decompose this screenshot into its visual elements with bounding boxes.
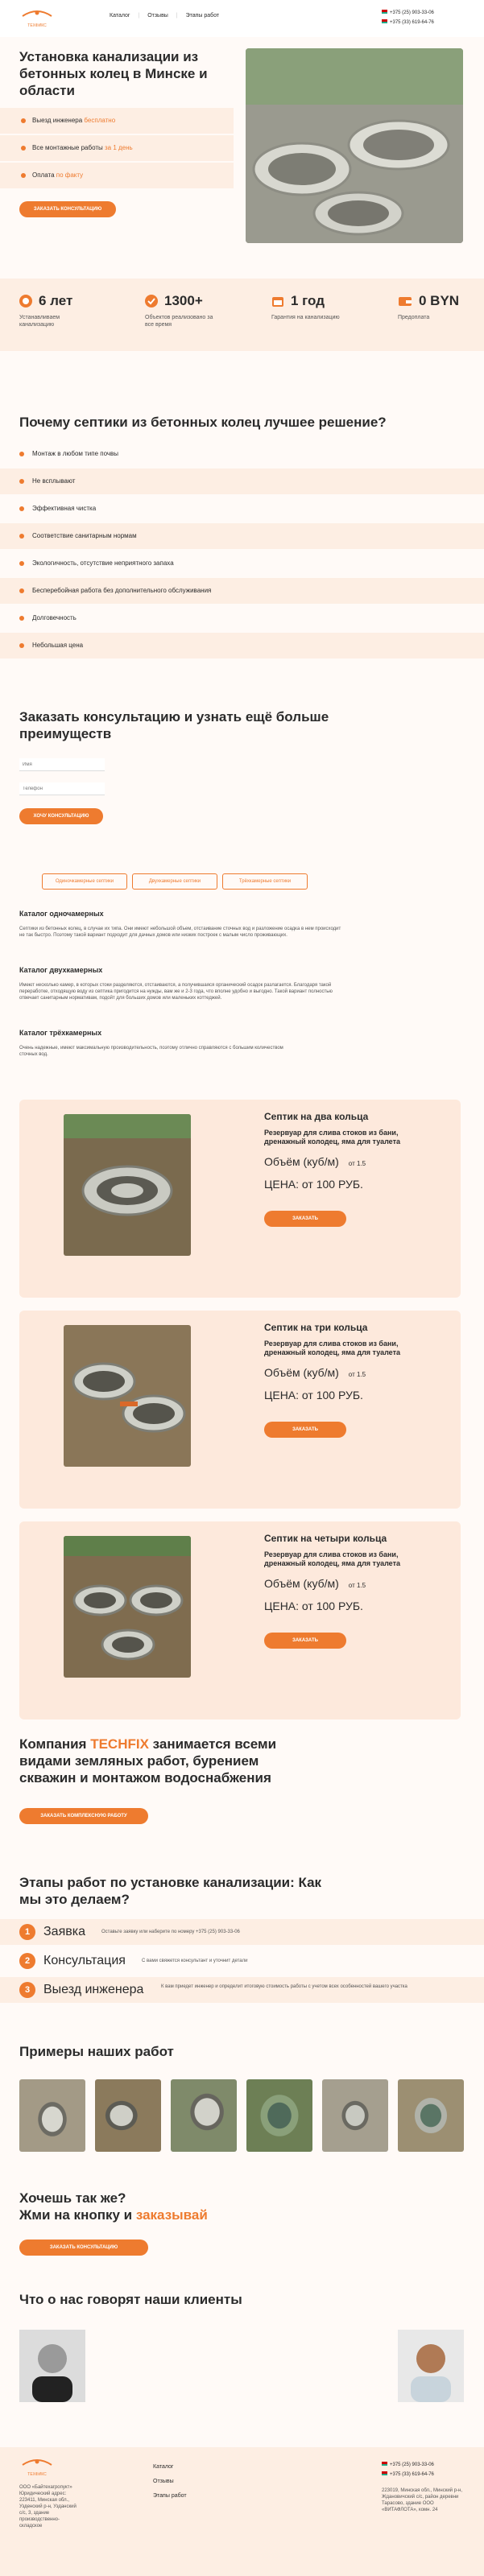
why-item: Соответствие санитарным нормам bbox=[0, 523, 484, 549]
company-cta-button[interactable]: ЗАКАЗАТЬ КОМПЛЕКСНУЮ РАБОТУ bbox=[19, 1808, 148, 1824]
product-photo bbox=[64, 1114, 191, 1256]
example-photo[interactable] bbox=[398, 2079, 464, 2152]
hero-benefit: Все монтажные работы за 1 день bbox=[0, 135, 234, 161]
bullet-icon bbox=[19, 452, 24, 456]
bullet-icon bbox=[19, 534, 24, 539]
why-item: Бесперебойная работа без дополнительного обслуживания bbox=[0, 578, 484, 604]
concrete-rings-image bbox=[246, 48, 463, 243]
product-volume: Объём (куб/м) от 1.5 bbox=[264, 1366, 366, 1379]
company-heading: Компания TECHFIX занимается всеми видами земляных работ, бурением скважин и монтажом водоснабжения bbox=[19, 1736, 277, 1785]
stat-value: 1 год bbox=[291, 293, 325, 308]
nav-link-stages[interactable]: Этапы работ bbox=[185, 13, 220, 19]
example-photo[interactable] bbox=[246, 2079, 312, 2152]
footer-phones bbox=[382, 2460, 434, 2479]
bullet-icon bbox=[19, 479, 24, 484]
name-input[interactable] bbox=[19, 758, 105, 771]
stage-number: 1 bbox=[19, 1924, 35, 1940]
why-item: Эффективная чистка bbox=[0, 496, 484, 522]
product-card bbox=[19, 1311, 461, 1509]
stage-text: К вам приедет инженер и определит итоговую стоимость работы с учетом всех особенностей вашего участка bbox=[161, 1984, 407, 1989]
stat-item bbox=[398, 293, 470, 321]
header-nav: Каталог | Отзывы | Этапы работ bbox=[110, 13, 220, 19]
check-icon bbox=[145, 295, 158, 308]
bullet-icon bbox=[19, 561, 24, 566]
example-photo[interactable] bbox=[322, 2079, 388, 2152]
catalog-heading: Каталог двухкамерных bbox=[19, 966, 103, 974]
product-description: Резервуар для слива стоков из бани, дренажный колодец, яма для туалета bbox=[264, 1550, 400, 1567]
product-card bbox=[19, 1100, 461, 1298]
reviews-title: Что о нас говорят наши клиенты bbox=[19, 2292, 242, 2307]
stage-item bbox=[0, 1948, 484, 1974]
tab-three-chamber[interactable]: Трёхкамерные септики bbox=[222, 873, 308, 890]
consult-title: Заказать консультацию и узнать ещё больше преимуществ bbox=[19, 709, 329, 741]
hero-cta-button[interactable]: ЗАКАЗАТЬ КОНСУЛЬТАЦИЮ bbox=[19, 201, 116, 217]
hero-benefit: Оплата по факту bbox=[0, 163, 234, 188]
flag-icon bbox=[382, 2471, 387, 2475]
stage-item bbox=[0, 1977, 484, 2003]
catalog-text: Септики из бетонных колец, в случае их типа. Они имеют небольшой объем, отстаивание сточных вод и разложение осадка в нем происходит не так быстро. Поэтому такой вариант подходит для дачных домов или низких построек с малым число проживающих. bbox=[19, 927, 341, 938]
stat-value: 6 лет bbox=[39, 293, 73, 308]
product-volume: Объём (куб/м) от 1.5 bbox=[264, 1155, 366, 1168]
tab-single-chamber[interactable]: Одиночкамерные септики bbox=[42, 873, 127, 890]
phone-input[interactable] bbox=[19, 782, 105, 795]
product-photo bbox=[64, 1536, 191, 1678]
example-photo[interactable] bbox=[171, 2079, 237, 2152]
stat-label: Предоплата bbox=[398, 315, 430, 320]
why-item: Не всплывают bbox=[0, 469, 484, 494]
hero-title: Установка канализации из бетонных колец в Минске и области bbox=[19, 49, 208, 98]
hero-photo bbox=[246, 48, 463, 243]
product-description: Резервуар для слива стоков из бани, дренажный колодец, яма для туалета bbox=[264, 1129, 400, 1146]
stage-name: Заявка bbox=[43, 1925, 85, 1938]
logo-text: ТЕХФИКС bbox=[27, 2472, 47, 2477]
product-title: Септик на два кольца bbox=[264, 1111, 369, 1122]
bullet-icon bbox=[19, 506, 24, 511]
calendar-icon bbox=[271, 295, 284, 308]
footer-address: 223019, Минская обл., Минский р-н, Ждановичский с/с, район деревни Тарасово, здание ООО «ВИТАФЛОТА», комн. 24 bbox=[382, 2488, 463, 2512]
header-phones bbox=[382, 8, 434, 27]
product-volume: Объём (куб/м) от 1.5 bbox=[264, 1577, 366, 1590]
bullet-icon bbox=[19, 643, 24, 648]
logo-mark-icon bbox=[19, 8, 55, 19]
footer-link-catalog[interactable]: Каталог bbox=[153, 2464, 174, 2470]
stat-value: 0 BYN bbox=[419, 293, 460, 308]
stat-item bbox=[145, 293, 234, 328]
stages-title: Этапы работ по установке канализации: Как мы это делаем? bbox=[19, 1875, 322, 1907]
example-photo[interactable] bbox=[95, 2079, 161, 2152]
flag-icon bbox=[382, 10, 387, 14]
stage-item bbox=[0, 1919, 484, 1945]
bullet-icon bbox=[21, 118, 26, 123]
medal-icon bbox=[19, 295, 32, 308]
wallet-icon bbox=[398, 295, 412, 308]
flag-icon bbox=[382, 2462, 387, 2466]
stage-text: Оставьте заявку или наберите по номеру +375 (25) 903-33-06 bbox=[101, 1930, 240, 1934]
logo[interactable] bbox=[19, 8, 55, 26]
product-description: Резервуар для слива стоков из бани, дренажный колодец, яма для туалета bbox=[264, 1340, 400, 1356]
product-price: ЦЕНА: от 100 РУБ. bbox=[264, 1389, 363, 1402]
reviewer-photo[interactable] bbox=[398, 2330, 464, 2402]
why-title: Почему септики из бетонных колец лучшее решение? bbox=[19, 415, 387, 430]
reviewer-photo[interactable] bbox=[19, 2330, 85, 2402]
why-item: Экологичность, отсутствие неприятного запаха bbox=[0, 551, 484, 576]
tab-two-chamber[interactable]: Двухкамерные септики bbox=[132, 873, 217, 890]
footer-logo[interactable] bbox=[19, 2457, 55, 2477]
flag-icon bbox=[382, 19, 387, 23]
catalog-heading: Каталог одночамерных bbox=[19, 910, 104, 918]
stat-label: Устанавливаем канализацию bbox=[19, 315, 60, 328]
stat-value: 1300+ bbox=[164, 293, 203, 308]
footer-phone-1[interactable]: +375 (25) 903-33-06 bbox=[390, 2462, 434, 2467]
footer-phone-2[interactable]: +375 (33) 619-64-76 bbox=[390, 2472, 434, 2477]
stage-text: С вами свяжется консультант и уточнит детали bbox=[142, 1959, 248, 1963]
footer-company: ООО «Байтехагропукт» Юридический адрес: 223411, Минская обл., Узденский р-н, Узданский с/с, 3, здание производственно-складское bbox=[19, 2485, 77, 2529]
cta2-heading: Хочешь так же? Жми на кнопку и заказывай bbox=[19, 2190, 208, 2223]
bullet-icon bbox=[19, 616, 24, 621]
hero-benefit: Выезд инженера бесплатно bbox=[0, 108, 234, 134]
examples-title: Примеры наших работ bbox=[19, 2044, 174, 2059]
footer-nav bbox=[153, 2460, 187, 2504]
order-button[interactable]: ЗАКАЗАТЬ bbox=[264, 1633, 346, 1649]
logo-mark-icon bbox=[19, 2457, 55, 2468]
footer-link-stages[interactable]: Этапы работ bbox=[153, 2493, 187, 2499]
stat-label: Объектов реализовано за все время bbox=[145, 315, 213, 328]
header-phone-2[interactable]: +375 (33) 619-64-76 bbox=[390, 20, 434, 25]
order-button[interactable]: ЗАКАЗАТЬ bbox=[264, 1422, 346, 1438]
order-button[interactable]: ЗАКАЗАТЬ bbox=[264, 1211, 346, 1227]
product-title: Септик на три кольца bbox=[264, 1322, 368, 1333]
consult-submit-button[interactable]: ХОЧУ КОНСУЛЬТАЦИЮ bbox=[19, 808, 103, 824]
product-photo bbox=[64, 1325, 191, 1467]
stage-number: 2 bbox=[19, 1953, 35, 1969]
product-title: Септик на четыри кольца bbox=[264, 1533, 387, 1544]
stat-item bbox=[271, 293, 360, 321]
stat-item bbox=[19, 293, 108, 328]
nav-link-catalog[interactable]: Каталог bbox=[110, 13, 130, 19]
product-card bbox=[19, 1521, 461, 1719]
catalog-text: Очень надежные, имеют максимальную производительность, поэтому отлично справляются с большим количеством сточных вод. bbox=[19, 1046, 283, 1057]
stage-name: Консультация bbox=[43, 1954, 126, 1967]
product-price: ЦЕНА: от 100 РУБ. bbox=[264, 1178, 363, 1191]
stage-number: 3 bbox=[19, 1982, 35, 1998]
product-price: ЦЕНА: от 100 РУБ. bbox=[264, 1600, 363, 1612]
logo-text: ТЕХФИКС bbox=[27, 23, 47, 28]
bullet-icon bbox=[21, 173, 26, 178]
catalog-heading: Каталог трёхкамерных bbox=[19, 1029, 102, 1037]
why-item: Монтаж в любом типе почвы bbox=[0, 441, 484, 467]
example-photo[interactable] bbox=[19, 2079, 85, 2152]
bullet-icon bbox=[19, 588, 24, 593]
footer-link-reviews[interactable]: Отзывы bbox=[153, 2479, 174, 2484]
why-item: Небольшая цена bbox=[0, 633, 484, 658]
header-phone-1[interactable]: +375 (25) 903-33-06 bbox=[390, 10, 434, 15]
stage-name: Выезд инженера bbox=[43, 1983, 144, 1996]
why-item: Долговечность bbox=[0, 605, 484, 631]
catalog-text: Имеют несколько камер, в которых стоки разделяются, отстаиваются, а получившаяся органический осадок разлагается. Благодаря такой переработке, отходящую воду из септика пригодится на нужды, вам же и 2-3 года, что вполне удобно и выгодно. Такой вариант полностью отвечает санитарным нормативам, подойт для больших домов или маленьких коттеджей. bbox=[19, 983, 333, 1001]
stat-label: Гарантия на канализацию bbox=[271, 315, 340, 320]
nav-link-reviews[interactable]: Отзывы bbox=[147, 13, 168, 19]
bullet-icon bbox=[21, 146, 26, 151]
cta2-button[interactable]: ЗАКАЗАТЬ КОНСУЛЬТАЦИЮ bbox=[19, 2240, 148, 2256]
